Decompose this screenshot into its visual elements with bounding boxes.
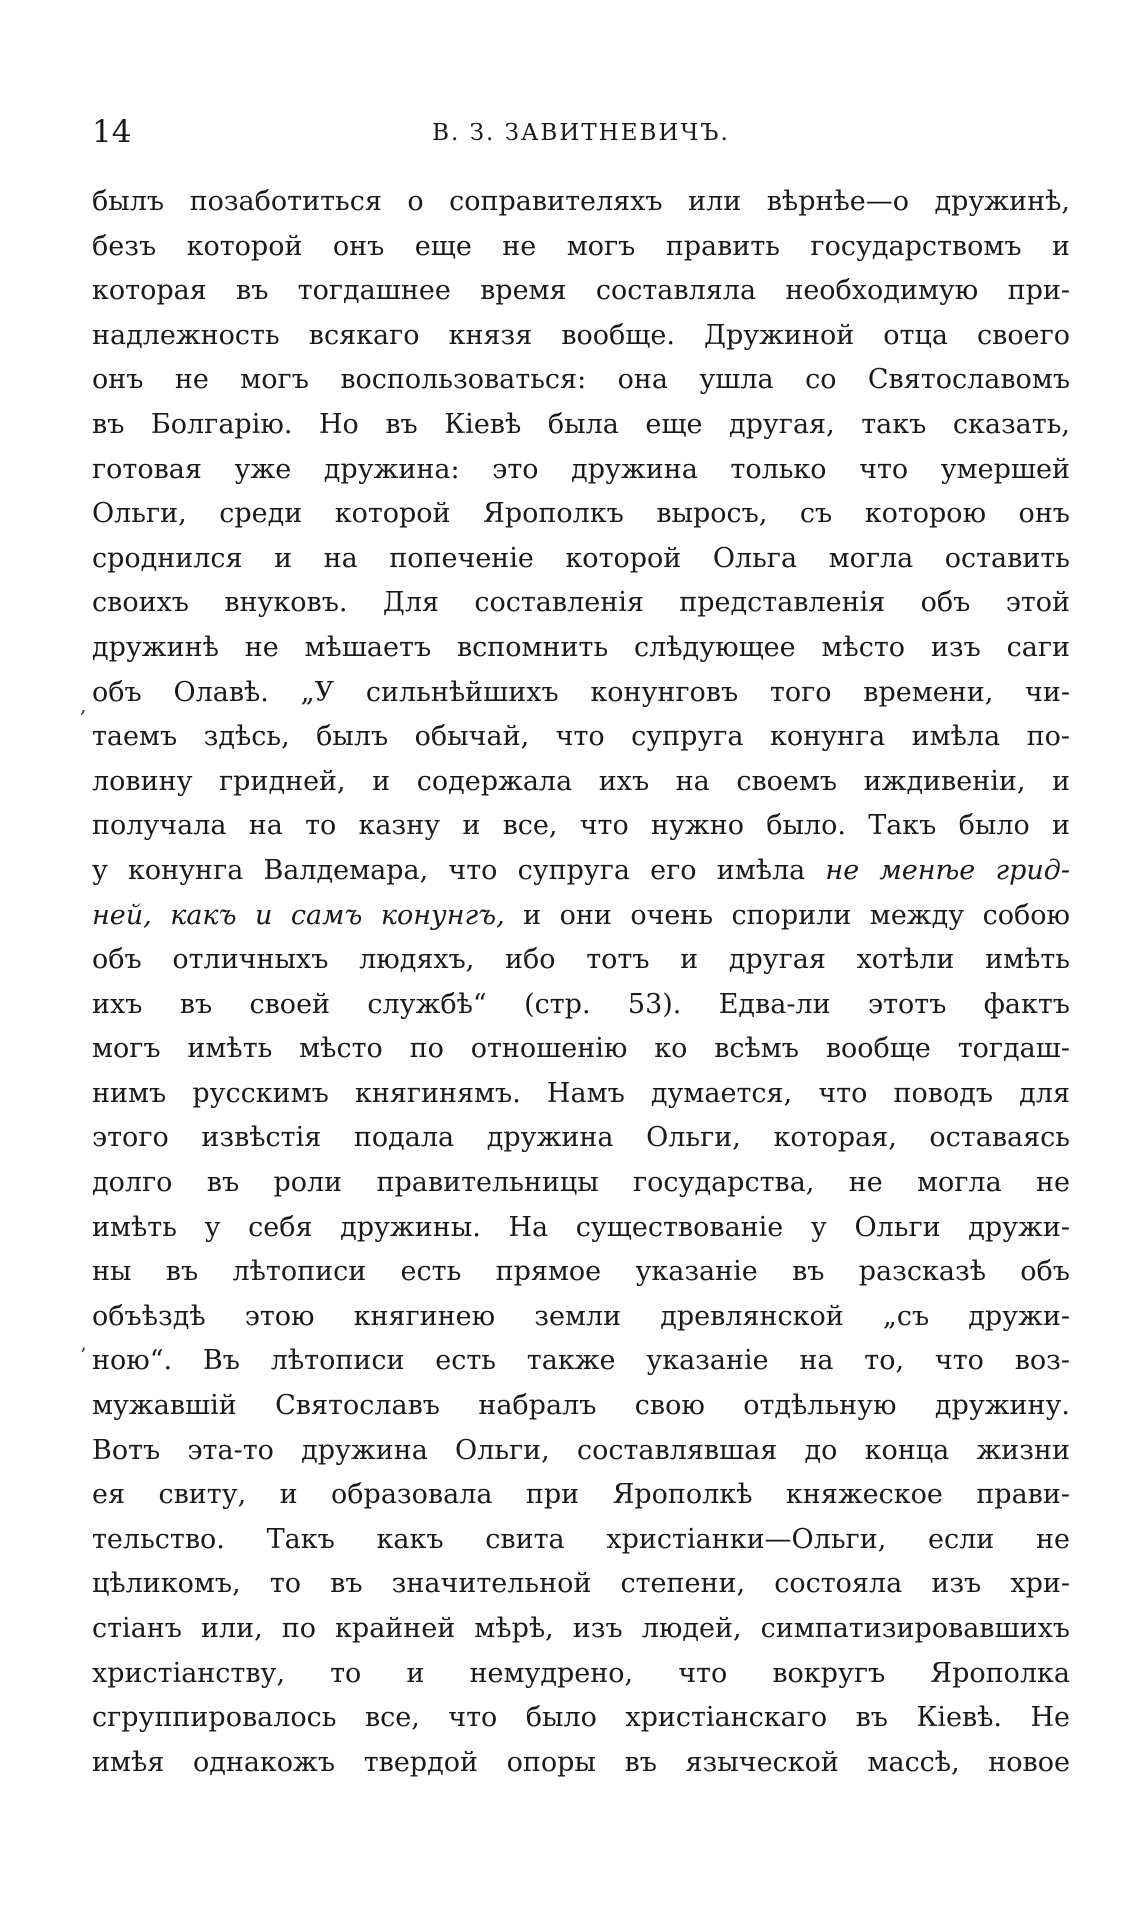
text-line [92, 938, 1070, 983]
text-run: имѣть у себя дружины. На существованіе у Ольги дружи- [92, 1211, 1070, 1243]
text-run: могъ имѣть мѣсто по отношенію ко всѣмъ вообще тогдаш- [92, 1033, 1070, 1065]
text-run: у конунга Валдемара, что супруга его имѣла [92, 854, 826, 886]
text-run: Вотъ эта-то дружина Ольги, составлявшая до конца жизни [92, 1434, 1070, 1466]
text-run: и они очень спорили между собою [504, 899, 1070, 931]
text-run: имѣя однакожъ твердой опоры въ языческой массѣ, новое [92, 1746, 1070, 1778]
text-run: ловину гридней, и содержала ихъ на своемъ иждивеніи, и [92, 765, 1070, 797]
margin-mark: ’ [80, 1343, 87, 1367]
text-run: своихъ внуковъ. Для составленія представленія объ этой [92, 587, 1070, 619]
text-run: Ольги, среди которой Ярополкъ выросъ, съ которою онъ [92, 498, 1070, 530]
text-line [92, 448, 1070, 493]
text-line [92, 537, 1070, 582]
text-run: нимъ русскимъ княгинямъ. Намъ думается, что поводъ для [92, 1077, 1070, 1109]
text-run: объѣздѣ этою княгинею земли древлянской „съ дружи- [92, 1300, 1070, 1332]
text-line [92, 626, 1070, 671]
text-line [92, 581, 1070, 626]
text-run: которая въ тогдашнее время составляла необходимую при- [92, 275, 1070, 307]
text-line [92, 180, 1070, 225]
text-run: мужавшій Святославъ набралъ свою отдѣльную дружину. [92, 1390, 1070, 1422]
text-run: объ Олавѣ. „У сильнѣйшихъ конунговъ того времени, чи- [92, 676, 1070, 708]
text-line [92, 1607, 1070, 1652]
text-run: получала на то казну и все, что нужно было. Такъ было и [92, 810, 1070, 842]
text-line [92, 983, 1070, 1028]
page-number: 14 [92, 114, 132, 150]
text-line [92, 1027, 1070, 1072]
text-run: христіанству, то и немудрено, что вокругъ Ярополка [92, 1657, 1070, 1689]
text-line [92, 269, 1070, 314]
text-run: былъ позаботиться о соправителяхъ или вѣрнѣе—о дружинѣ, [92, 186, 1070, 217]
text-run: стіанъ или, по крайней мѣрѣ, изъ людей, симпатизировавшихъ [92, 1613, 1070, 1644]
text-line [92, 1339, 1070, 1384]
text-line [92, 1250, 1070, 1295]
text-line [92, 1116, 1070, 1161]
text-line [92, 1562, 1070, 1607]
text-run: сроднился и на попеченіе которой Ольга могла оставить [92, 542, 1070, 574]
text-run: долго въ роли правительницы государства, не могла не [92, 1167, 1070, 1199]
text-line [92, 1518, 1070, 1563]
text-line [92, 715, 1070, 760]
text-line [92, 1696, 1070, 1741]
text-line [92, 849, 1070, 894]
text-run: готовая уже дружина: это дружина только что умершей [92, 453, 1070, 485]
italic-text: не менѣе грид- [825, 854, 1070, 886]
text-run: дружинѣ не мѣшаетъ вспомнить слѣдующее мѣсто изъ саги [92, 631, 1070, 663]
text-run: тельство. Такъ какъ свита христіанки—Ольги, если не [92, 1523, 1070, 1555]
text-run: онъ не могъ воспользоваться: она ушла со Святославомъ [92, 364, 1070, 396]
text-line [92, 760, 1070, 805]
text-run: ея свиту, и образовала при Ярополкѣ княжеское прави- [92, 1479, 1070, 1511]
text-line [92, 492, 1070, 537]
text-run: этого извѣстія подала дружина Ольги, которая, оставаясь [92, 1122, 1070, 1154]
text-run: надлежность всякаго князя вообще. Дружиной отца своего [92, 319, 1070, 351]
running-head: В. З. ЗАВИТНЕВИЧЪ. [432, 120, 730, 146]
margin-mark: , [80, 693, 87, 717]
text-line [92, 403, 1070, 448]
text-line [92, 1206, 1070, 1251]
text-line [92, 1072, 1070, 1117]
text-run: ихъ въ своей службѣ“ (стр. 53). Едва-ли этотъ фактъ [92, 988, 1070, 1020]
text-line [92, 358, 1070, 403]
text-run: ною“. Въ лѣтописи есть также указаніе на то, что воз- [92, 1345, 1070, 1377]
italic-text: ней, какъ и самъ конунгъ, [92, 899, 505, 931]
text-run: таемъ здѣсь, былъ обычай, что супруга конунга имѣла по- [92, 721, 1070, 753]
text-line [92, 1295, 1070, 1340]
text-run: цѣликомъ, то въ значительной степени, состояла изъ хри- [92, 1568, 1070, 1600]
text-run: сгруппировалось все, что было христіанскаго въ Кіевѣ. Не [92, 1702, 1070, 1734]
text-line [92, 1652, 1070, 1697]
text-run: въ Болгарію. Но въ Кіевѣ была еще другая, такъ сказать, [92, 408, 1070, 440]
text-line [92, 671, 1070, 716]
text-line [92, 225, 1070, 270]
text-line [92, 1161, 1070, 1206]
text-line [92, 1741, 1070, 1786]
text-line [92, 1429, 1070, 1474]
text-line [92, 314, 1070, 359]
text-line [92, 1384, 1070, 1429]
text-line [92, 804, 1070, 849]
page-header [92, 112, 1070, 162]
text-line [92, 1473, 1070, 1518]
text-run: объ отличныхъ людяхъ, ибо тотъ и другая хотѣли имѣть [92, 944, 1070, 976]
text-line [92, 894, 1070, 939]
text-run: безъ которой онъ еще не могъ править государствомъ и [92, 230, 1070, 262]
text-run: ны въ лѣтописи есть прямое указаніе въ разсказѣ объ [92, 1256, 1070, 1288]
body-text [92, 180, 1070, 1785]
